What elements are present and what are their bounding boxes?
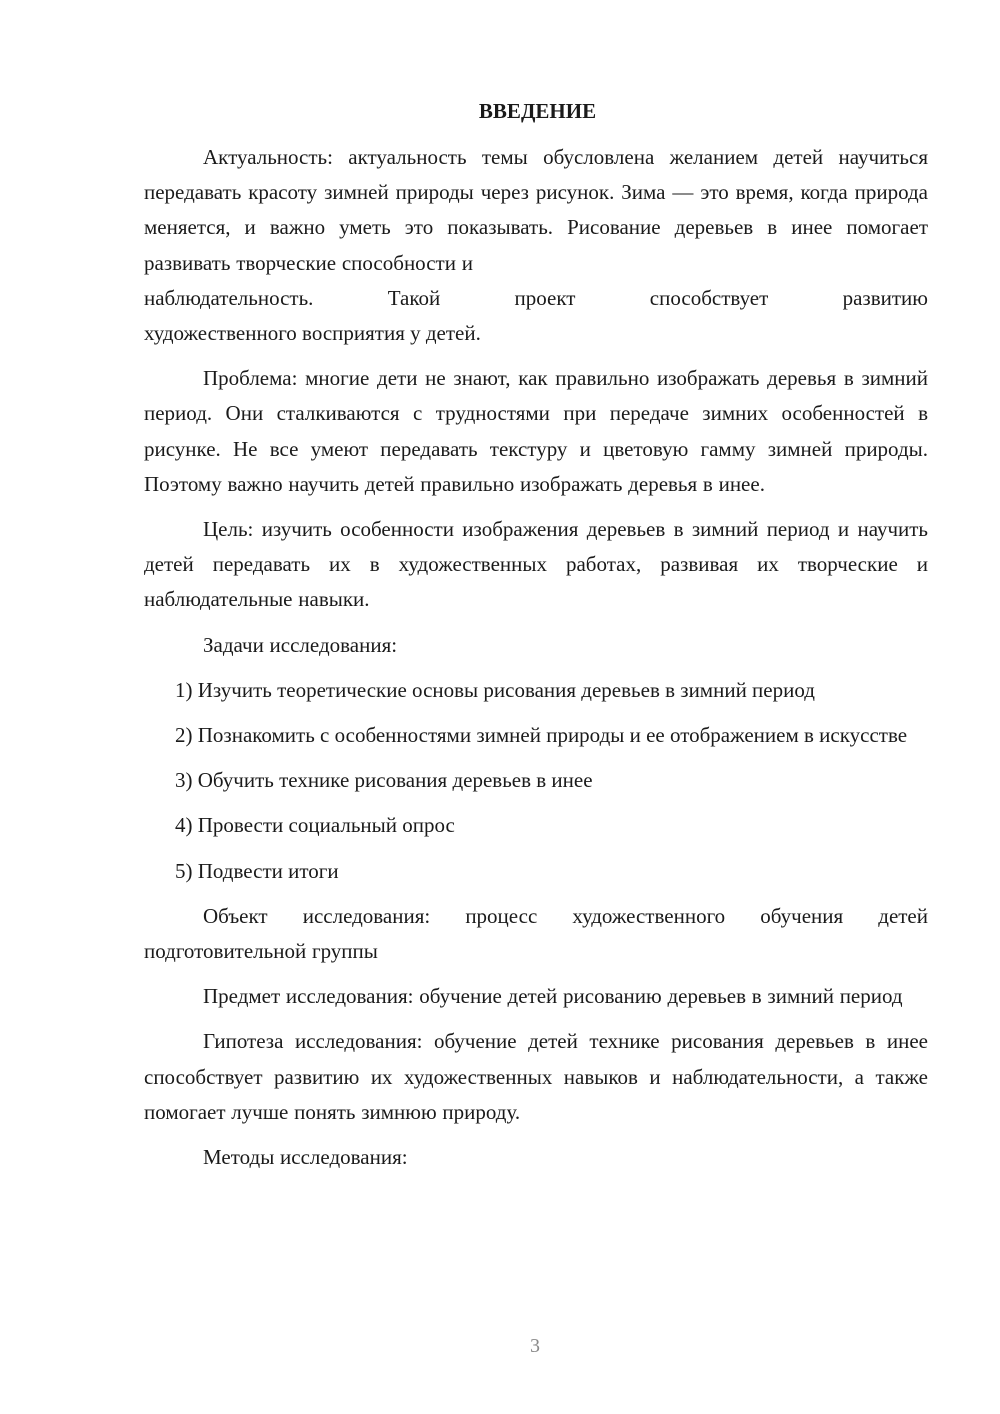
section-title: ВВЕДЕНИЕ bbox=[478, 99, 597, 123]
task-item-5: 5) Подвести итоги bbox=[175, 858, 339, 883]
relevance-paragraph bbox=[144, 140, 928, 351]
task-item-1: 1) Изучить теоретические основы рисования деревьев в зимний период bbox=[175, 677, 815, 702]
relevance-last-line: художественного восприятия у детей. bbox=[144, 321, 481, 346]
page-number: 3 bbox=[530, 1335, 540, 1357]
task-item-3: 3) Обучить технике рисования деревьев в инее bbox=[175, 768, 593, 793]
tasks-heading: Задачи исследования: bbox=[203, 632, 398, 657]
methods-heading: Методы исследования: bbox=[203, 1145, 408, 1170]
subject-paragraph: Предмет исследования: обучение детей рисованию деревьев в зимний период bbox=[203, 984, 903, 1009]
task-item-2: 2) Познакомить с особенностями зимней природы и ее отображением в искусстве bbox=[175, 723, 908, 748]
relevance-tail-line: наблюдательность. Такой проект способствует развитию bbox=[144, 285, 928, 310]
goal-paragraph: Цель: изучить особенности изображения деревьев в зимний период и научить детей передавать их в художественных работах, развивая их творческие и наблюдательные навыки. bbox=[144, 517, 928, 612]
page-content bbox=[144, 94, 928, 1185]
problem-paragraph: Проблема: многие дети не знают, как правильно изображать деревья в зимний период. Они сталкиваются с трудностями при передаче зимних особенностей в рисунке. Не все умеют передавать текстуру и цветовую гамму зимней природы. Поэтому важно научить детей правильно изображать деревья в инее. bbox=[144, 366, 928, 496]
object-paragraph: Объект исследования: процесс художественного обучения детей подготовительной группы bbox=[144, 903, 928, 964]
hypothesis-paragraph: Гипотеза исследования: обучение детей технике рисования деревьев в инее способствует развитию их художественных навыков и наблюдательности, а также помогает лучше понять зимнюю природу. bbox=[144, 1029, 928, 1124]
task-item-4: 4) Провести социальный опрос bbox=[175, 813, 455, 838]
relevance-text: Актуальность: актуальность темы обусловлена желанием детей научиться передавать красоту зимней природы через рисунок. Зима — это время, когда природа меняется, и важно уметь это показывать. Рисование деревьев в инее помогает развивать творческие способности и bbox=[144, 145, 928, 275]
